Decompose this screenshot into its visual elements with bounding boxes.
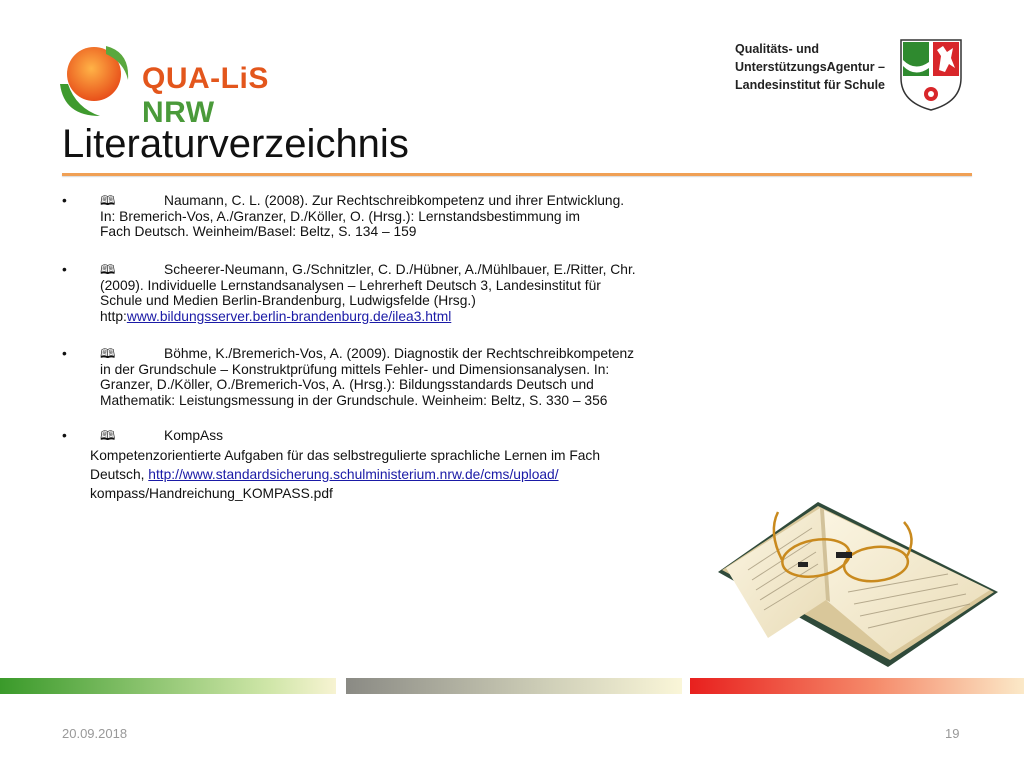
bullet: • — [62, 428, 67, 443]
footer-date: 20.09.2018 — [62, 726, 128, 741]
reference-line: kompass/Handreichung_KOMPASS.pdf — [90, 486, 333, 501]
slide-title: Literaturverzeichnis — [62, 122, 409, 166]
bullet: • — [62, 262, 67, 277]
reference-continuation — [90, 446, 650, 503]
logo-wordmark — [142, 62, 344, 130]
reference-line: in der Grundschule – Konstruktprüfung mittels Fehler- und Dimensionsanalysen. In: — [100, 361, 610, 377]
bullet: • — [62, 193, 67, 208]
open-book-with-glasses-image — [708, 492, 1008, 672]
reference-line — [90, 465, 650, 484]
reference-line: Mathematik: Leistungsmessung in der Grundschule. Weinheim: Beltz, S. 330 – 356 — [100, 392, 608, 408]
agency-name — [735, 40, 895, 94]
footer-page-number: 19 — [945, 726, 960, 741]
open-book-icon: 🕮 — [100, 262, 116, 277]
qualis-logo — [54, 40, 344, 129]
link-prefix: http: — [100, 308, 127, 324]
link-prefix: Deutsch, — [90, 467, 149, 482]
logo-text-nrw: NRW — [142, 96, 215, 129]
footer-stripe-red — [690, 678, 1024, 694]
standardsicherung-link[interactable]: http://www.standardsicherung.schulministerium.nrw.de/cms/upload/ — [148, 467, 559, 482]
reference-line: Scheerer-Neumann, G./Schnitzler, C. D./Hübner, A./Mühlbauer, E./Ritter, Chr. — [164, 262, 636, 277]
bildungsserver-link[interactable]: www.bildungsserver.berlin-brandenburg.de/ilea3.html — [126, 308, 452, 324]
reference-line: Böhme, K./Bremerich-Vos, A. (2009). Diagnostik der Rechtschreibkompetenz — [164, 346, 635, 361]
qualis-logo-mark-icon — [54, 40, 134, 120]
reference-line: Naumann, C. L. (2008). Zur Rechtschreibkompetenz und ihrer Entwicklung. — [164, 193, 625, 208]
agency-line-2: UnterstützungsAgentur – — [735, 60, 885, 74]
reference-line: KompAss — [164, 428, 224, 443]
agency-line-1: Qualitäts- und — [735, 42, 820, 56]
footer-stripe-green — [0, 678, 336, 694]
reference-line: In: Bremerich-Vos, A./Granzer, D./Köller, O. (Hrsg.): Lernstandsbestimmung im — [100, 208, 580, 224]
title-underline — [62, 173, 972, 176]
open-book-icon: 🕮 — [100, 193, 116, 208]
logo-text-qualis: QUA-LiS — [142, 62, 269, 95]
footer-stripe-grey — [346, 678, 682, 694]
bullet: • — [62, 346, 67, 361]
reference-line — [100, 309, 680, 325]
reference-line: Granzer, D./Köller, O./Bremerich-Vos, A. (Hrsg.): Bildungsstandards Deutsch und — [100, 377, 594, 392]
reference-line: (2009). Individuelle Lernstandsanalysen – Lehrerheft Deutsch 3, Landesinstitut für — [100, 277, 601, 293]
open-book-icon: 🕮 — [100, 346, 116, 361]
nrw-coat-of-arms-icon — [897, 38, 965, 112]
reference-line: Kompetenzorientierte Aufgaben für das selbstregulierte sprachliche Lernen im Fach — [90, 448, 601, 463]
agency-line-3: Landesinstitut für Schule — [735, 78, 886, 92]
reference-line: Schule und Medien Berlin-Brandenburg, Ludwigsfelde (Hrsg.) — [100, 293, 476, 308]
reference-line: Fach Deutsch. Weinheim/Basel: Beltz, S. 134 – 159 — [100, 224, 417, 239]
open-book-icon: 🕮 — [100, 428, 116, 443]
